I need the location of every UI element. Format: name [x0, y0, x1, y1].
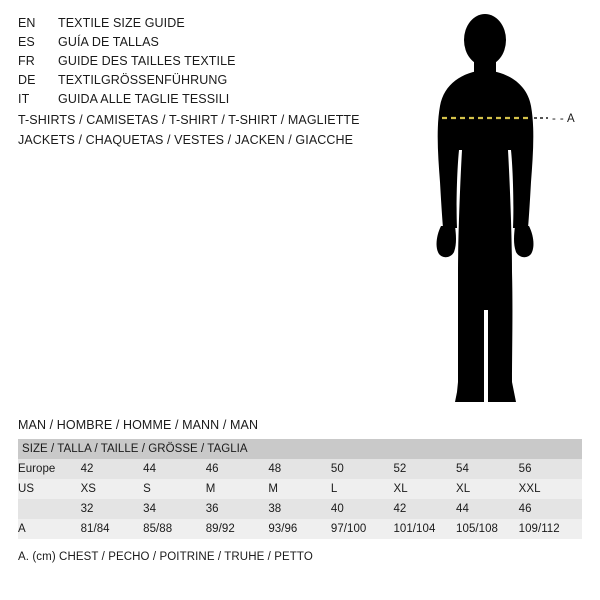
size-table-block	[18, 418, 582, 563]
cell: XL	[393, 479, 456, 499]
cell: 56	[519, 459, 582, 479]
row-label: Europe	[18, 459, 81, 479]
cell: 105/108	[456, 519, 519, 539]
row-label: A	[18, 519, 81, 539]
language-code: EN	[18, 16, 36, 30]
language-row	[18, 14, 378, 33]
row-label	[18, 499, 81, 519]
cell: M	[206, 479, 269, 499]
chest-marker-label: - - A	[552, 113, 576, 125]
language-code: FR	[18, 54, 35, 68]
cell: 48	[268, 459, 331, 479]
gender-title: MAN / HOMBRE / HOMME / MANN / MAN	[18, 418, 259, 432]
table-header-row	[18, 439, 582, 459]
cell: 46	[206, 459, 269, 479]
cell: 44	[456, 499, 519, 519]
cell: 109/112	[519, 519, 582, 539]
language-row	[18, 52, 378, 71]
size-table	[18, 439, 582, 539]
language-code: DE	[18, 73, 36, 87]
cell: 85/88	[143, 519, 206, 539]
cell: 46	[519, 499, 582, 519]
cell: 89/92	[206, 519, 269, 539]
language-list	[18, 14, 378, 109]
table-row	[18, 499, 582, 519]
table-row	[18, 459, 582, 479]
category-tshirts: T-SHIRTS / CAMISETAS / T-SHIRT / T-SHIRT / MAGLIETTE	[18, 113, 360, 127]
language-row	[18, 33, 378, 52]
cell: 32	[81, 499, 144, 519]
body-silhouette-icon	[400, 10, 600, 410]
cell: 40	[331, 499, 394, 519]
category-jackets: JACKETS / CHAQUETAS / VESTES / JACKEN / GIACCHE	[18, 133, 354, 147]
cell: 52	[393, 459, 456, 479]
cell: 101/104	[393, 519, 456, 539]
language-text: GUIDE DES TAILLES TEXTILE	[58, 54, 236, 68]
table-header-label: SIZE / TALLA / TAILLE / GRÖSSE / TAGLIA	[18, 439, 582, 459]
cell: 54	[456, 459, 519, 479]
cell: 34	[143, 499, 206, 519]
cell: XL	[456, 479, 519, 499]
language-row	[18, 90, 378, 109]
male-figure-illustration	[400, 10, 600, 410]
table-footnote: A. (cm) CHEST / PECHO / POITRINE / TRUHE / PETTO	[18, 551, 313, 563]
language-text: TEXTILE SIZE GUIDE	[58, 16, 185, 30]
language-text: GUÍA DE TALLAS	[58, 35, 159, 49]
cell: 42	[81, 459, 144, 479]
cell: 81/84	[81, 519, 144, 539]
cell: 44	[143, 459, 206, 479]
table-row	[18, 519, 582, 539]
cell: M	[268, 479, 331, 499]
language-code: ES	[18, 35, 35, 49]
language-row	[18, 71, 378, 90]
cell: 42	[393, 499, 456, 519]
cell: 38	[268, 499, 331, 519]
cell: 93/96	[268, 519, 331, 539]
language-text: GUIDA ALLE TAGLIE TESSILI	[58, 92, 230, 106]
cell: XS	[81, 479, 144, 499]
language-text: TEXTILGRÖSSENFÜHRUNG	[58, 73, 228, 87]
cell: S	[143, 479, 206, 499]
garment-category-list	[18, 110, 438, 150]
cell: L	[331, 479, 394, 499]
row-label: US	[18, 479, 81, 499]
cell: XXL	[519, 479, 582, 499]
table-row	[18, 479, 582, 499]
cell: 36	[206, 499, 269, 519]
cell: 50	[331, 459, 394, 479]
cell: 97/100	[331, 519, 394, 539]
language-code: IT	[18, 92, 30, 106]
